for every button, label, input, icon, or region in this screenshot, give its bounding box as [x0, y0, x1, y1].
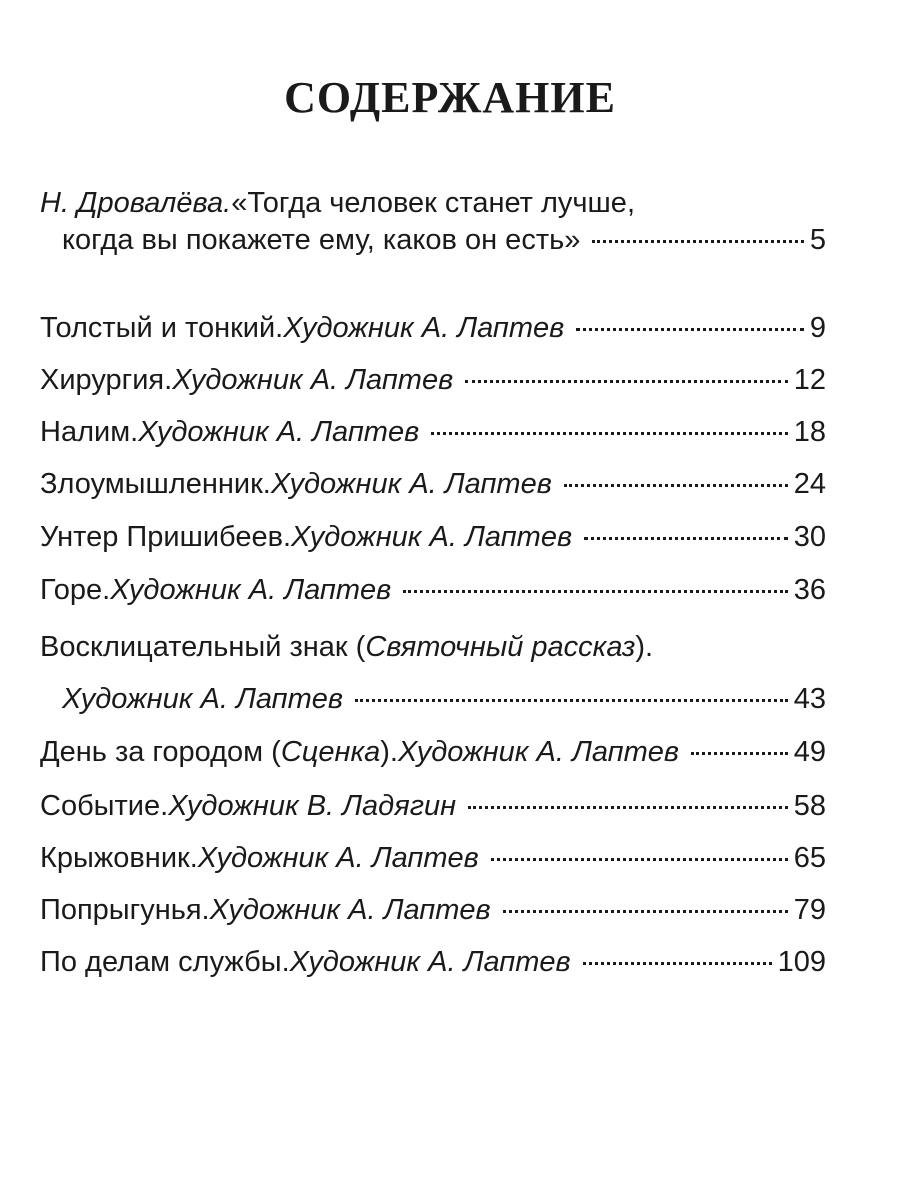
- toc-text: ).: [380, 736, 398, 768]
- dot-leader: [564, 484, 788, 487]
- toc-text: Горе.: [40, 574, 111, 606]
- toc-text: Хирургия.: [40, 364, 173, 396]
- toc-text: День за городом (: [40, 736, 281, 768]
- page-number: 43: [793, 683, 826, 715]
- toc-text: Налим.: [40, 416, 139, 448]
- toc-line: [40, 890, 826, 930]
- dot-leader: [584, 537, 788, 540]
- page-number: 5: [809, 224, 826, 256]
- dot-leader: [592, 240, 804, 243]
- toc-line: [62, 679, 826, 719]
- toc-italic-text: Н. Дровалёва.: [40, 187, 232, 219]
- dot-leader: [431, 432, 788, 435]
- page-number: 24: [793, 468, 826, 500]
- toc-line: [62, 220, 826, 260]
- toc-line: [40, 308, 826, 348]
- toc-line: [40, 464, 826, 504]
- dot-leader: [576, 328, 804, 331]
- dot-leader: [468, 806, 788, 809]
- toc-italic-text: Сценка: [280, 736, 381, 768]
- toc-text: «Тогда человек станет лучше,: [231, 187, 635, 219]
- toc-text: когда вы покажете ему, каков он есть»: [62, 224, 581, 256]
- dot-leader: [491, 858, 788, 861]
- page-number: 65: [793, 842, 826, 874]
- dot-leader: [691, 752, 788, 755]
- page-number: 49: [793, 736, 826, 768]
- page-number: 18: [793, 416, 826, 448]
- toc-text: Событие.: [40, 790, 169, 822]
- page-number: 109: [777, 946, 826, 978]
- toc-line: [40, 786, 826, 826]
- toc-italic-text: Святочный рассказ: [365, 631, 636, 663]
- toc-line: [40, 412, 826, 452]
- toc-text: Унтер Пришибеев.: [40, 521, 292, 553]
- toc-italic-text: Художник А. Лаптев: [270, 468, 552, 500]
- toc-italic-text: Художник В. Ладягин: [168, 790, 457, 822]
- toc-line: [40, 183, 826, 223]
- toc-line: [40, 942, 826, 982]
- page-number: 36: [793, 574, 826, 606]
- toc-text: Крыжовник.: [40, 842, 198, 874]
- page-number: 79: [793, 894, 826, 926]
- dot-leader: [465, 380, 788, 383]
- dot-leader: [403, 590, 787, 593]
- toc-italic-text: Художник А. Лаптев: [172, 364, 454, 396]
- toc-italic-text: Художник А. Лаптев: [397, 736, 680, 768]
- toc-italic-text: Художник А. Лаптев: [283, 312, 565, 344]
- toc-line: [40, 360, 826, 400]
- toc-line: [40, 732, 826, 772]
- page-number: 9: [809, 312, 826, 344]
- dot-leader: [503, 910, 788, 913]
- toc-italic-text: Художник А. Лаптев: [197, 842, 479, 874]
- page-number: 12: [793, 364, 826, 396]
- toc-text: Попрыгунья.: [40, 894, 210, 926]
- toc-line: [40, 517, 826, 557]
- toc-line: [40, 570, 826, 610]
- toc-italic-text: Художник А. Лаптев: [62, 683, 344, 715]
- toc-italic-text: Художник А. Лаптев: [209, 894, 491, 926]
- toc-text: Толстый и тонкий.: [40, 312, 284, 344]
- toc-line: [40, 838, 826, 878]
- toc-text: ).: [635, 631, 654, 663]
- toc-italic-text: Художник А. Лаптев: [289, 946, 571, 978]
- toc-italic-text: Художник А. Лаптев: [110, 574, 392, 606]
- page-number: 30: [793, 521, 826, 553]
- toc-text: Восклицательный знак (: [40, 631, 366, 663]
- page-number: 58: [793, 790, 826, 822]
- toc-italic-text: Художник А. Лаптев: [138, 416, 420, 448]
- toc-text: Злоумышленник.: [40, 468, 271, 500]
- toc-text: По делам службы.: [40, 946, 290, 978]
- dot-leader: [355, 699, 788, 702]
- dot-leader: [583, 962, 772, 965]
- toc-italic-text: Художник А. Лаптев: [291, 521, 573, 553]
- page-title: СОДЕРЖАНИЕ: [284, 73, 616, 122]
- toc-line: [40, 627, 826, 667]
